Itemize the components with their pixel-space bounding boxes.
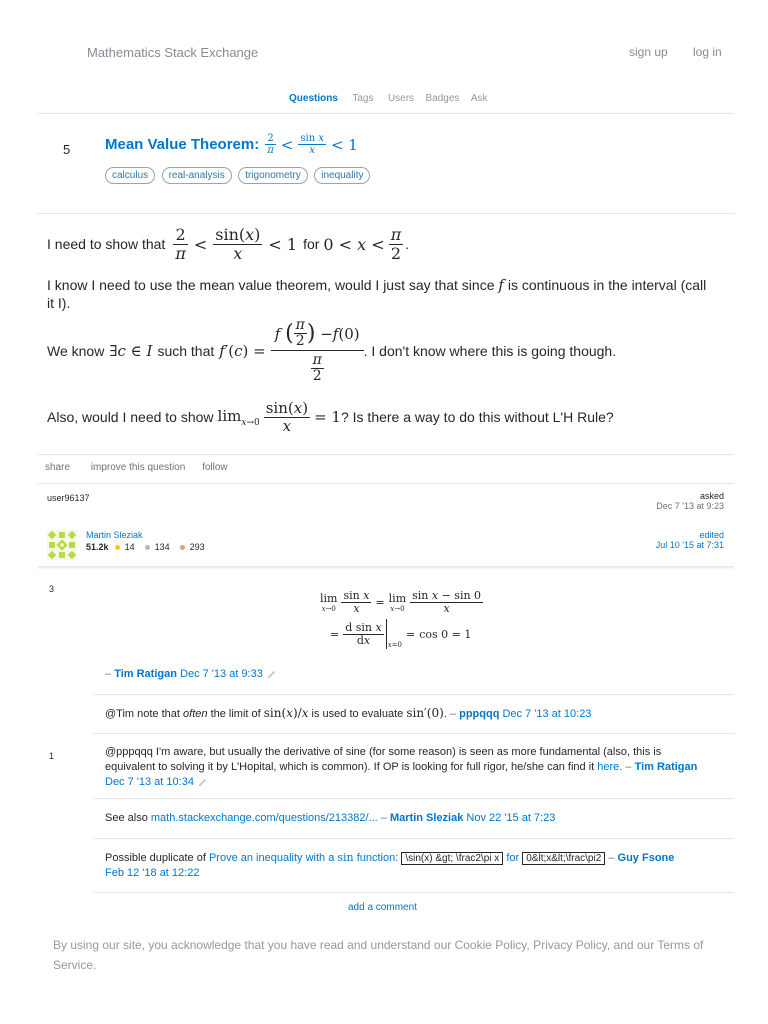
comment-1-attribution: – Tim Ratigan Dec 7 '13 at 9:33 bbox=[105, 667, 277, 682]
p3-math-mvt-fraction: f ( $\frac{\pi}{2}$ ) − f (0) $\frac{\pi}{2}$ bbox=[271, 318, 364, 385]
comment-2-author[interactable]: pppqqq bbox=[459, 708, 500, 720]
comment-5-link-text: Prove an inequality with a bbox=[208, 852, 335, 864]
comment-2-text-mid2: is used to evaluate bbox=[311, 708, 404, 720]
question-body-p2 bbox=[47, 276, 717, 312]
comment-4-divider bbox=[94, 838, 734, 839]
p1-math-lt1: < 1 bbox=[268, 234, 298, 254]
title-math-lt: < bbox=[280, 135, 294, 154]
post-actions bbox=[45, 462, 228, 473]
tag-real-analysis[interactable]: real-analysis bbox=[162, 167, 232, 184]
asker-name[interactable]: user96137 bbox=[47, 493, 90, 503]
nav-tags[interactable]: Tags bbox=[352, 93, 374, 104]
comment-2-text-em: often bbox=[183, 708, 208, 720]
comment-2-date[interactable]: Dec 7 '13 at 10:23 bbox=[502, 708, 592, 720]
tag-list bbox=[105, 165, 372, 184]
edited-date[interactable]: Jul 10 '15 at 7:31 bbox=[655, 540, 724, 550]
p1-math-sinx-over-x: $\frac{\sin(x)}{x}$ bbox=[215, 225, 261, 263]
comment-2-text-mid: the limit of bbox=[210, 708, 261, 720]
comment-3-text: @pppqqq I'm aware, but usually the derivative of sine (for some reason) is seen as more fundamental (also, this is equivalent to solving it by L'Hopital, which is common). If OP is looking for full rigor, he/she can find it bbox=[105, 746, 662, 773]
comment-5-text: Possible duplicate of bbox=[105, 852, 206, 864]
nav-users[interactable]: Users bbox=[387, 93, 415, 104]
p1-math-lt: < bbox=[193, 234, 208, 254]
p2-text-post: is continuous in the interval (call it I). bbox=[47, 277, 707, 311]
editor-reputation: 51.2k bbox=[86, 542, 109, 552]
site-name[interactable]: Mathematics Stack Exchange bbox=[87, 45, 259, 60]
p1-math-2-over-pi: $\frac{2}{\pi}$ bbox=[175, 225, 186, 263]
pencil-icon bbox=[266, 669, 277, 680]
comment-1-score: 3 bbox=[49, 584, 55, 594]
question-body-p3 bbox=[47, 318, 616, 385]
p2-text: I know I need to use the mean value theorem, would I just say that since bbox=[47, 277, 495, 293]
title-math-lt1: < 1 bbox=[330, 135, 358, 154]
gold-badge-count: 14 bbox=[124, 542, 135, 552]
math-line-2: = $\frac{\text{d sin x}}{dx}$ x=0 = cos 0 = 1 bbox=[330, 620, 472, 650]
comment-2-math-sinprime: sin′(0) bbox=[406, 706, 444, 720]
p1-for: for bbox=[303, 236, 320, 253]
comment-1-display-math bbox=[320, 590, 520, 649]
comment-5-divider bbox=[94, 892, 734, 893]
comment-2-text-pre: @Tim note that bbox=[105, 708, 180, 720]
comment-4-author[interactable]: Martin Sleziak bbox=[389, 812, 464, 824]
p4-math-lim: $\lim_{x\to 0}$ bbox=[217, 406, 260, 428]
comment-4-text: See also bbox=[105, 812, 148, 824]
p1-math-range: 0 < x < bbox=[323, 234, 385, 254]
p4-math-eq1: = 1 bbox=[314, 408, 341, 426]
comment-3-date[interactable]: Dec 7 '13 at 10:34 bbox=[105, 776, 194, 788]
question-votes: 5 bbox=[63, 142, 71, 157]
comment-4: See also math.stackexchange.com/questions/213382/... – Martin Sleziak Nov 22 '15 at 7:23 bbox=[105, 812, 556, 824]
edited-label: edited bbox=[699, 530, 724, 540]
login-link[interactable]: log in bbox=[693, 45, 722, 59]
p3-math-exists: ∃c ∈ I bbox=[109, 342, 153, 361]
question-title[interactable] bbox=[105, 133, 358, 156]
comment-5-author[interactable]: Guy Fsone bbox=[617, 852, 675, 864]
comment-5-for[interactable]: for bbox=[506, 852, 520, 864]
comment-5: Possible duplicate of Prove an inequality with a sin function: \sin(x) &gt; \frac2\pi x for 0&lt;x&lt;\frac\pi2 – Guy Fsone Feb 12 '18 at 12:22 bbox=[105, 851, 675, 879]
bronze-badge-icon bbox=[180, 545, 185, 550]
p3-text-pre: We know bbox=[47, 343, 105, 360]
comment-2-divider bbox=[94, 733, 734, 734]
comment-2-math-sinx-over-x: sin(x)/x bbox=[263, 706, 309, 720]
p3-text-mid: such that bbox=[157, 343, 215, 360]
add-comment-link[interactable]: add a comment bbox=[348, 902, 417, 913]
p3-math-fprime: f′(c) = bbox=[219, 342, 266, 361]
p1-period: . bbox=[405, 236, 410, 253]
editor-name[interactable]: Martin Sleziak bbox=[86, 530, 143, 540]
comment-5-box1: \sin(x) &gt; \frac2\pi x bbox=[401, 852, 503, 865]
nav-divider bbox=[38, 113, 734, 114]
identicon-icon bbox=[47, 530, 77, 560]
silver-badge-icon bbox=[145, 545, 150, 550]
p1-math-pi-over-2: $\frac{\pi}{2}$ bbox=[390, 225, 402, 263]
comment-3-author[interactable]: Tim Ratigan bbox=[634, 761, 698, 773]
title-divider bbox=[38, 213, 734, 214]
comment-5-link[interactable] bbox=[209, 852, 401, 864]
bronze-badge-count: 293 bbox=[189, 542, 205, 552]
follow-link[interactable]: follow bbox=[202, 462, 228, 473]
math-line-1: lim x→0 $\frac{\text{sin x}}{x}$ = lim x→0 $\frac{\text{sin x − sin 0}}{x}$ bbox=[320, 589, 482, 616]
asked-label: asked bbox=[699, 491, 724, 501]
comment-1-divider bbox=[94, 694, 734, 695]
comment-4-date[interactable]: Nov 22 '15 at 7:23 bbox=[466, 812, 556, 824]
tag-inequality[interactable]: inequality bbox=[314, 167, 370, 184]
comment-4-link[interactable]: math.stackexchange.com/questions/213382/... bbox=[150, 812, 378, 824]
actions-divider bbox=[38, 483, 734, 484]
comment-5-date[interactable]: Feb 12 '18 at 12:22 bbox=[105, 867, 200, 879]
p4-text-post: ? Is there a way to do this without L'H Rule? bbox=[340, 409, 614, 425]
nav-ask[interactable]: Ask bbox=[470, 93, 488, 104]
question-body-p4 bbox=[47, 400, 614, 434]
tag-trigonometry[interactable]: trigonometry bbox=[238, 167, 308, 184]
question-title-text: Mean Value Theorem: bbox=[105, 136, 260, 153]
p4-text-pre: Also, would I need to show bbox=[47, 409, 214, 425]
title-math-2-over-pi: $\frac{2}{\pi}$ bbox=[267, 133, 274, 156]
improve-question-link[interactable]: improve this question bbox=[90, 462, 186, 473]
comment-3-score: 1 bbox=[49, 751, 55, 761]
share-link[interactable]: share bbox=[45, 462, 71, 473]
comment-5-box2: 0&lt;x&lt;\frac\pi2 bbox=[522, 852, 605, 865]
silver-badge-count: 134 bbox=[154, 542, 170, 552]
comment-2: @Tim note that often the limit of sin(x)/x is used to evaluate sin′(0). – pppqqq Dec 7 '13 at 10:23 bbox=[105, 706, 592, 720]
p4-math-sinx-over-x: $\frac{\sin(x)}{x}$ bbox=[265, 399, 309, 435]
comment-5-link-post: function: bbox=[356, 852, 399, 864]
comment-3-link[interactable]: here. bbox=[597, 761, 623, 773]
comment-5-link-math: sin bbox=[337, 851, 354, 864]
comment-3: @pppqqq I'm aware, but usually the derivative of sine (for some reason) is seen as more fundamental (also, this is equivalent to solving it by L'Hopital, which is common). If OP is looking for full rigor, he/she can find it here. – Tim Ratigan Dec 7 '13 at 10:34 bbox=[105, 746, 698, 788]
editor-rep bbox=[86, 542, 205, 552]
comment-3-divider bbox=[94, 798, 734, 799]
p3-text-post: . I don't know where this is going though. bbox=[363, 343, 617, 360]
body-divider bbox=[38, 454, 734, 455]
title-math-sinx-over-x: $\frac{\text{sin x}}{x}$ bbox=[300, 133, 324, 156]
top-nav bbox=[289, 88, 498, 106]
p2-math-f: f bbox=[498, 276, 504, 294]
p1-text: I need to show that bbox=[47, 236, 166, 253]
pencil-icon bbox=[197, 777, 208, 788]
question-body-p1 bbox=[47, 226, 409, 262]
comment-1-date[interactable]: Dec 7 '13 at 9:33 bbox=[180, 668, 263, 680]
comment-1-author[interactable]: Tim Ratigan bbox=[114, 668, 177, 680]
gold-badge-icon bbox=[115, 545, 120, 550]
nav-questions[interactable]: Questions bbox=[289, 93, 338, 104]
footer-legal-text: By using our site, you acknowledge that you have read and understand our Cookie Policy, Privacy Policy, and our Terms of Service. bbox=[53, 938, 704, 972]
nav-badges[interactable]: Badges bbox=[425, 93, 460, 104]
comments-shadow bbox=[38, 566, 734, 570]
asked-date: Dec 7 '13 at 9:23 bbox=[656, 501, 724, 511]
signup-link[interactable]: sign up bbox=[629, 45, 668, 59]
tag-calculus[interactable]: calculus bbox=[105, 167, 155, 184]
editor-avatar[interactable] bbox=[47, 530, 77, 560]
